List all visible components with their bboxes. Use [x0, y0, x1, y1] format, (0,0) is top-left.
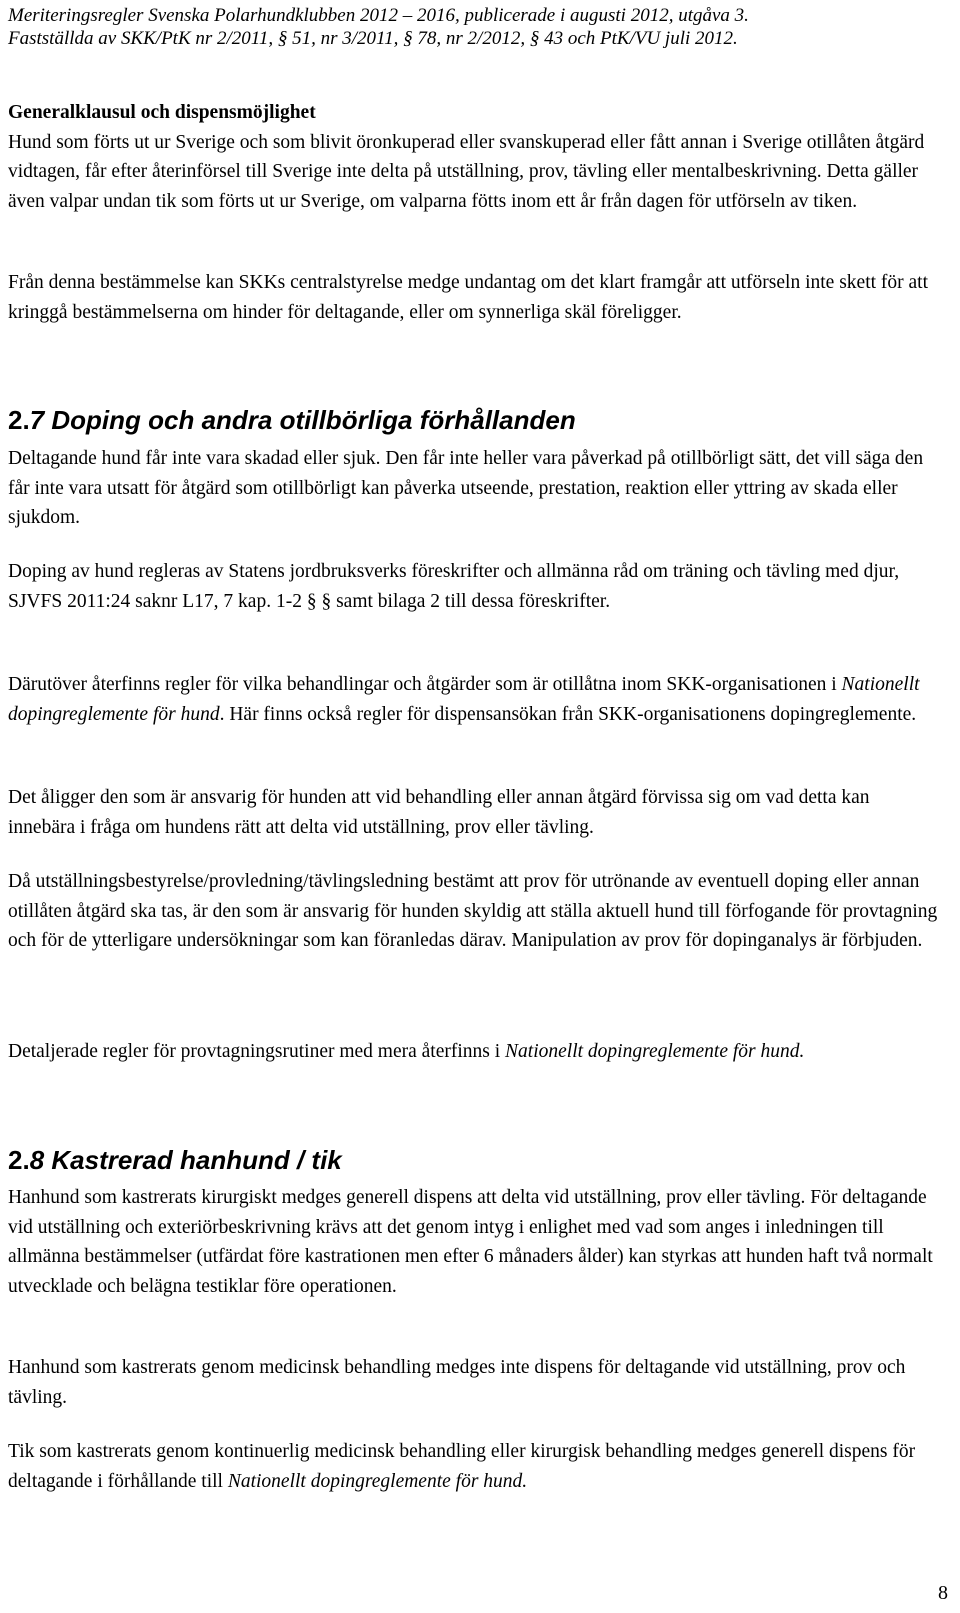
doping-paragraph-4: Det åligger den som är ansvarig för hunden att vid behandling eller annan åtgärd förvissa sig om vad detta kan innebära i fråga om hundens rätt att delta vid utställning, prov eller tävling.: [8, 787, 870, 838]
section-2-8-number: 2.: [8, 1145, 30, 1175]
doping-paragraph-3: [8, 670, 940, 729]
doping-paragraph-6: [8, 1037, 940, 1067]
section-2-7-para-1: [8, 444, 940, 533]
section-2-7-number: 2.: [8, 405, 30, 435]
doping-paragraph-3-text-end: . Här finns också regler för dispensansökan från SKK-organisationens dopingreglemente.: [219, 703, 917, 725]
section-2-8-title: 8 Kastrerad hanhund / tik: [29, 1145, 342, 1175]
section-2-8-para-2: [8, 1353, 940, 1412]
page-header: [8, 4, 948, 50]
castration-paragraph-3-text: Tik som kastrerats genom kontinuerlig medicinsk behandling eller kirurgisk behandling medges generell dispens för deltagande i förhållande till: [8, 1441, 916, 1492]
doping-paragraph-5: Då utställningsbestyrelse/provledning/tävlingsledning bestämt att prov för utrönande av eventuell doping eller annan otillåten åtgärd ska tas, är den som är ansvarig för hunden skyldig att ställa aktuell hund till förfogande för provtagning och för de ytterligare undersökningar som kan föranledas därav. Manipulation av prov för dopinganalys är förbjuden.: [8, 871, 938, 951]
doping-paragraph-1: Deltagande hund får inte vara skadad eller sjuk. Den får inte heller vara påverkad på otillbörligt sätt, det vill säga den får inte vara utsatt för åtgärd som otillbörligt kan påverka utseende, prestation, reaktion eller yttring av skada eller sjukdom.: [8, 448, 924, 528]
section-2-8-heading: [8, 1145, 342, 1175]
general-clause-paragraph-1: Hund som förts ut ur Sverige och som blivit öronkuperad eller svanskuperad eller fått annan i Sverige otillåten åtgärd vidtagen, får efter återinförsel till Sverige inte delta på utställning, prov, tävling eller mentalbeskrivning. Detta gäller även valpar undan tik som förts ut ur Sverige, om valparna fötts inom ett år från dagen för utförseln av tiken.: [8, 131, 925, 212]
section-2-7-para-4: [8, 783, 940, 842]
general-clause-paragraph-2: Från denna bestämmelse kan SKKs centralstyrelse medge undantag om det klart framgår att utförseln inte skett för att kringgå bestämmelserna om hinder för deltagande, eller om synnerliga skäl föreligger.: [8, 272, 929, 323]
section-2-7-para-6: [8, 1037, 940, 1067]
doping-paragraph-2: Doping av hund regleras av Statens jordbruksverks föreskrifter och allmänna råd om träning och tävling med djur, SJVFS 2011:24 saknr L17, 7 kap. 1-2 § § samt bilaga 2 till dessa föreskrifter.: [8, 561, 900, 612]
castration-paragraph-1: Hanhund som kastrerats kirurgiskt medges generell dispens att delta vid utställning, prov eller tävling. För deltagande vid utställning och exteriörbeskrivning krävs att det genom intyg i enlighet med vad som anges i inledningen till allmänna bestämmelser (utfärdat före kastrationen men efter 6 månaders ålder) kan styrkas att hunden haft två normalt utvecklade och belägna testiklar före operationen.: [8, 1187, 933, 1297]
page-number: 8: [938, 1582, 948, 1604]
doping-paragraph-3-text: Därutöver återfinns regler för vilka behandlingar och åtgärder som är otillåtna inom SKK-organisationen i: [8, 674, 842, 695]
section-2-7-para-3: [8, 670, 940, 729]
castration-paragraph-3: [8, 1437, 940, 1496]
header-line-1: Meriteringsregler Svenska Polarhundklubben 2012 – 2016, publicerade i augusti 2012, utgåva 3.: [8, 5, 749, 26]
doping-regulation-reference-3: Nationellt dopingreglemente för hund.: [227, 1470, 528, 1492]
general-clause-section: [8, 98, 940, 216]
section-2-7-para-2: [8, 557, 940, 616]
doping-paragraph-6-text: Detaljerade regler för provtagningsrutiner med mera återfinns i: [8, 1041, 506, 1062]
castration-paragraph-2: Hanhund som kastrerats genom medicinsk behandling medges inte dispens för deltagande vid utställning, prov och tävling.: [8, 1357, 906, 1408]
general-clause-title: Generalklausul och dispensmöjlighet: [8, 102, 316, 123]
header-line-2: Fastställda av SKK/PtK nr 2/2011, § 51, nr 3/2011, § 78, nr 2/2012, § 43 och PtK/VU juli 2012.: [8, 28, 738, 49]
general-clause-exception: [8, 268, 940, 327]
section-2-8-para-3: [8, 1437, 940, 1496]
section-2-8-para-1: [8, 1183, 940, 1301]
section-2-7-para-5: [8, 867, 940, 956]
section-2-7-heading: [8, 405, 576, 435]
section-2-7-title: 7 Doping och andra otillbörliga förhållanden: [29, 405, 576, 435]
doping-regulation-reference-2: Nationellt dopingreglemente för hund.: [505, 1041, 805, 1062]
doping-regulation-reference: Nationellt dopingreglemente för hund: [8, 674, 920, 725]
